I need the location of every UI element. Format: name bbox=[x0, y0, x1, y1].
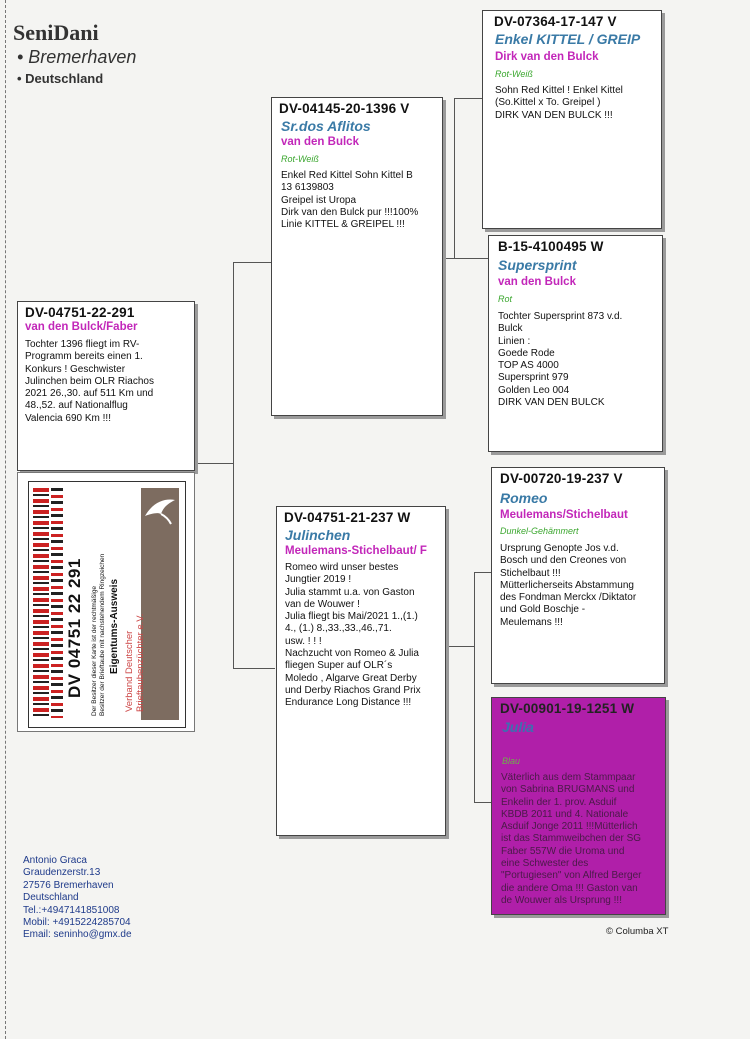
sire-dam-color: Rot bbox=[498, 294, 513, 304]
dam-sire-ring: DV-00720-19-237 V bbox=[500, 471, 623, 486]
dam-sire-breeder: Meulemans/Stichelbaut bbox=[500, 509, 628, 521]
loft-name: SeniDani bbox=[13, 20, 99, 45]
connector-line bbox=[233, 262, 234, 668]
dam-sire-name: Romeo bbox=[500, 490, 548, 506]
subject-ring: DV-04751-22-291 bbox=[25, 305, 135, 320]
fold-line bbox=[5, 0, 6, 1039]
connector-line bbox=[233, 262, 271, 263]
dam-name: Julinchen bbox=[285, 527, 351, 543]
subject-description: Tochter 1396 fliegt im RV- Programm bereits einen 1. Konkurs ! Geschwister Julinchen beim OLR Riachos 2021 26.,30. auf 511 Km und 48.,52. auf Nationalflug Valencia 690 Km !!! bbox=[25, 339, 154, 424]
contact-phone: Tel.:+4947141851008 bbox=[23, 904, 120, 916]
dam-dam-name: Julia bbox=[502, 719, 534, 735]
dam-ring: DV-04751-21-237 W bbox=[284, 510, 411, 525]
dam-sire-color: Dunkel-Gehämmert bbox=[500, 526, 579, 536]
connector-line bbox=[474, 802, 491, 803]
connector-line bbox=[196, 463, 234, 464]
card-ring-number: DV 04751 22 291 bbox=[65, 558, 84, 698]
card-small-text: Der Besitzer dieser Karte ist der rechtmäßige Besitzer der Brieftaube mit nachstehendem Ringzeichen bbox=[91, 553, 106, 716]
dam-description: Romeo wird unser bestes Jungtier 2019 ! Julia stammt u.a. von Gaston van de Wouwer ! Julia fliegt bis Mai/2021 1.,(1.) 4., (1.) 8.,33.,33.,46.,71. usw. ! ! ! Nachzucht von Romeo & Julia fliegen Super auf OLR´s Moledo , Algarve Great Derby und Derby Riachos Grand Prix Endurance Long Distance !!! bbox=[285, 562, 421, 709]
subject-box bbox=[17, 301, 195, 471]
dam-dam-ring: DV-00901-19-1251 W bbox=[500, 701, 635, 716]
sire-description: Enkel Red Kittel Sohn Kittel B 13 6139803 Greipel ist Uropa Dirk van den Bulck pur !!!100% Linie KITTEL & GREIPEL !!! bbox=[281, 170, 419, 231]
sire-breeder: van den Bulck bbox=[281, 136, 359, 148]
dam-dam-color: Blau bbox=[502, 756, 521, 766]
sire-sire-color: Rot-Weiß bbox=[495, 69, 533, 79]
connector-line bbox=[474, 572, 475, 802]
id-card-frame bbox=[17, 472, 195, 732]
connector-line bbox=[454, 98, 455, 258]
contact-street: Graudenzerstr.13 bbox=[23, 867, 101, 879]
card-text-block bbox=[65, 490, 146, 722]
connector-line bbox=[445, 646, 474, 647]
loft-country: • Deutschland bbox=[17, 71, 104, 86]
copyright: © Columba XT bbox=[606, 926, 669, 937]
id-card bbox=[28, 481, 186, 728]
dam-dam-box bbox=[491, 697, 666, 915]
contact-city: 27576 Bremerhaven bbox=[23, 879, 114, 891]
sire-box bbox=[271, 97, 443, 416]
card-association: Verband Deutscher Brieftaubenzüchter e.V. bbox=[124, 613, 146, 712]
sire-sire-ring: DV-07364-17-147 V bbox=[494, 14, 617, 29]
dam-dam-description: Väterlich aus dem Stammpaar von Sabrina BRUGMANS und Enkelin der 1. prov. Asduif KBDB 2011 und 4. Nationale Asduif Jonge 2011 !!!Mütterlich ist das Stammweibchen der SG Faber 557W die Uroma und eine Schwester des "Portugiesen" von Alfred Berger die andere Oma !!! Gaston van de Wouwer als Ursprung !!! bbox=[501, 772, 642, 906]
connector-line bbox=[474, 572, 491, 573]
sire-color: Rot-Weiß bbox=[281, 154, 319, 164]
contact-country: Deutschland bbox=[23, 892, 79, 904]
subject-breeder: van den Bulck/Faber bbox=[25, 321, 138, 333]
contact-email[interactable]: Email: seninho@gmx.de bbox=[23, 929, 132, 941]
sire-sire-name: Enkel KITTEL / GREIP bbox=[495, 31, 641, 47]
dam-breeder: Meulemans-Stichelbaut/ F bbox=[285, 545, 427, 557]
card-stripe-outer bbox=[33, 488, 49, 718]
sire-sire-breeder: Dirk van den Bulck bbox=[495, 51, 599, 63]
sire-dam-name: Supersprint bbox=[498, 257, 577, 273]
loft-city: • Bremerhaven bbox=[17, 47, 137, 67]
card-title: Eigentums-Ausweis bbox=[109, 578, 120, 674]
sire-sire-description: Sohn Red Kittel ! Enkel Kittel (So.Kittel x To. Greipel ) DIRK VAN DEN BULCK !!! bbox=[495, 85, 623, 121]
card-stripe-inner bbox=[51, 488, 63, 718]
connector-line bbox=[454, 258, 488, 259]
pigeon-logo-icon bbox=[141, 494, 179, 526]
connector-line bbox=[454, 98, 482, 99]
sire-dam-breeder: van den Bulck bbox=[498, 276, 576, 288]
sire-sire-box bbox=[482, 10, 662, 229]
dam-sire-box bbox=[491, 467, 665, 684]
dam-sire-description: Ursprung Genopte Jos v.d. Bosch und den Creones von Stichelbaut !!! Mütterlicherseits Abstammung des Fondman Merckx /Diktator und Gold Boschje - Meulemans !!! bbox=[500, 543, 637, 628]
connector-line bbox=[233, 668, 275, 669]
contact-mobile: Mobil: +4915224285704 bbox=[23, 917, 131, 929]
sire-dam-ring: B-15-4100495 W bbox=[498, 239, 604, 254]
contact-block bbox=[23, 855, 132, 942]
contact-name: Antonio Graca bbox=[23, 855, 87, 866]
sire-name: Sr.dos Aflitos bbox=[281, 118, 371, 134]
sire-dam-box bbox=[488, 235, 663, 452]
sire-dam-description: Tochter Supersprint 873 v.d. Bulck Linien : Goede Rode TOP AS 4000 Supersprint 979 Golden Leo 004 DIRK VAN DEN BULCK bbox=[498, 311, 623, 409]
dam-box bbox=[276, 506, 446, 836]
sire-ring: DV-04145-20-1396 V bbox=[279, 101, 410, 116]
